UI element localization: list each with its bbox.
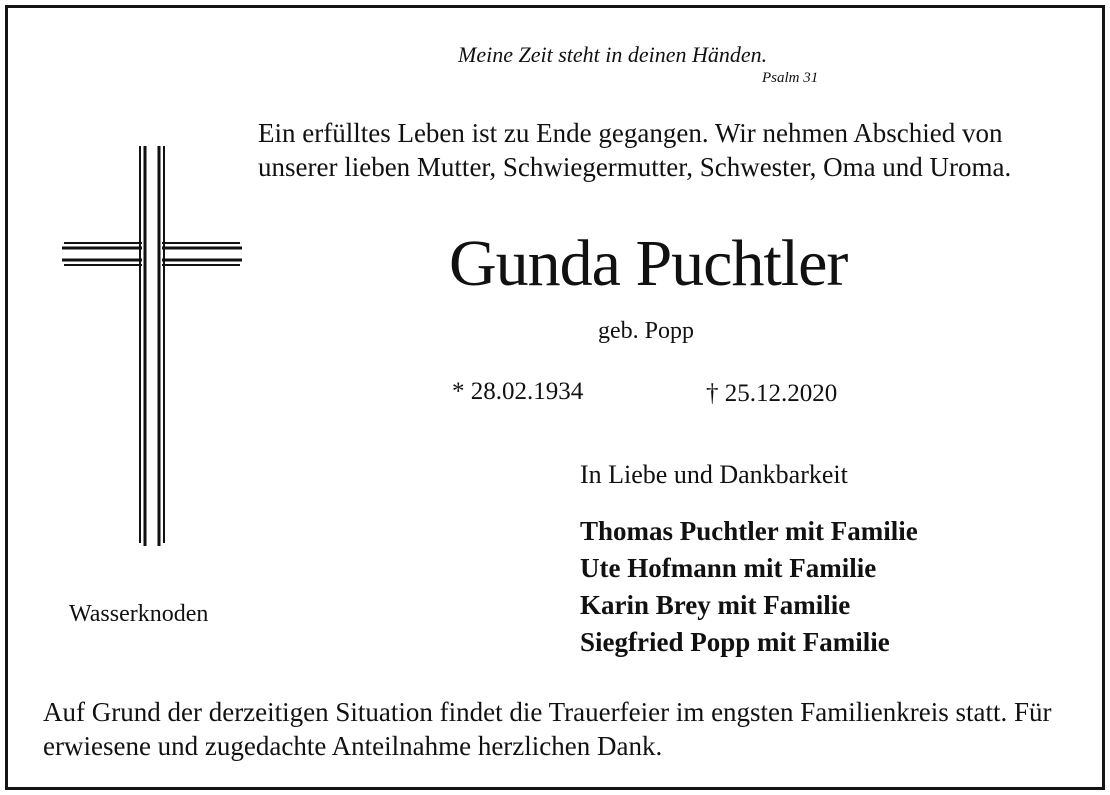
- deceased-name: Gunda Puchtler: [449, 227, 848, 300]
- death-date: † 25.12.2020: [706, 380, 838, 407]
- epigraph-source: Psalm 31: [762, 70, 819, 86]
- birth-name: geb. Popp: [598, 318, 694, 344]
- mourner-name: Ute Hofmann mit Familie: [580, 553, 877, 583]
- mourner-name: Siegfried Popp mit Familie: [580, 627, 890, 657]
- mourners-list: [580, 513, 918, 661]
- place-name: Wasserknoden: [69, 601, 209, 627]
- mourner-name: Karin Brey mit Familie: [580, 590, 851, 620]
- footer-note: Auf Grund der derzeitigen Situation findet die Trauerfeier im engsten Familienkreis statt. Für erwiesene und zugedachte Anteilnahme herzlichen Dank.: [43, 697, 1052, 761]
- epigraph-quote: Meine Zeit steht in deinen Händen.: [458, 42, 768, 67]
- cross-icon: [62, 146, 244, 553]
- mourner-name: Thomas Puchtler mit Familie: [580, 516, 918, 546]
- intro-text: Ein erfülltes Leben ist zu Ende gegangen. Wir nehmen Abschied von unserer lieben Mutter, Schwiegermutter, Schwester, Oma und Uroma.: [258, 118, 1012, 182]
- birth-date: * 28.02.1934: [452, 378, 584, 405]
- mourners-heading: In Liebe und Dankbarkeit: [580, 460, 848, 489]
